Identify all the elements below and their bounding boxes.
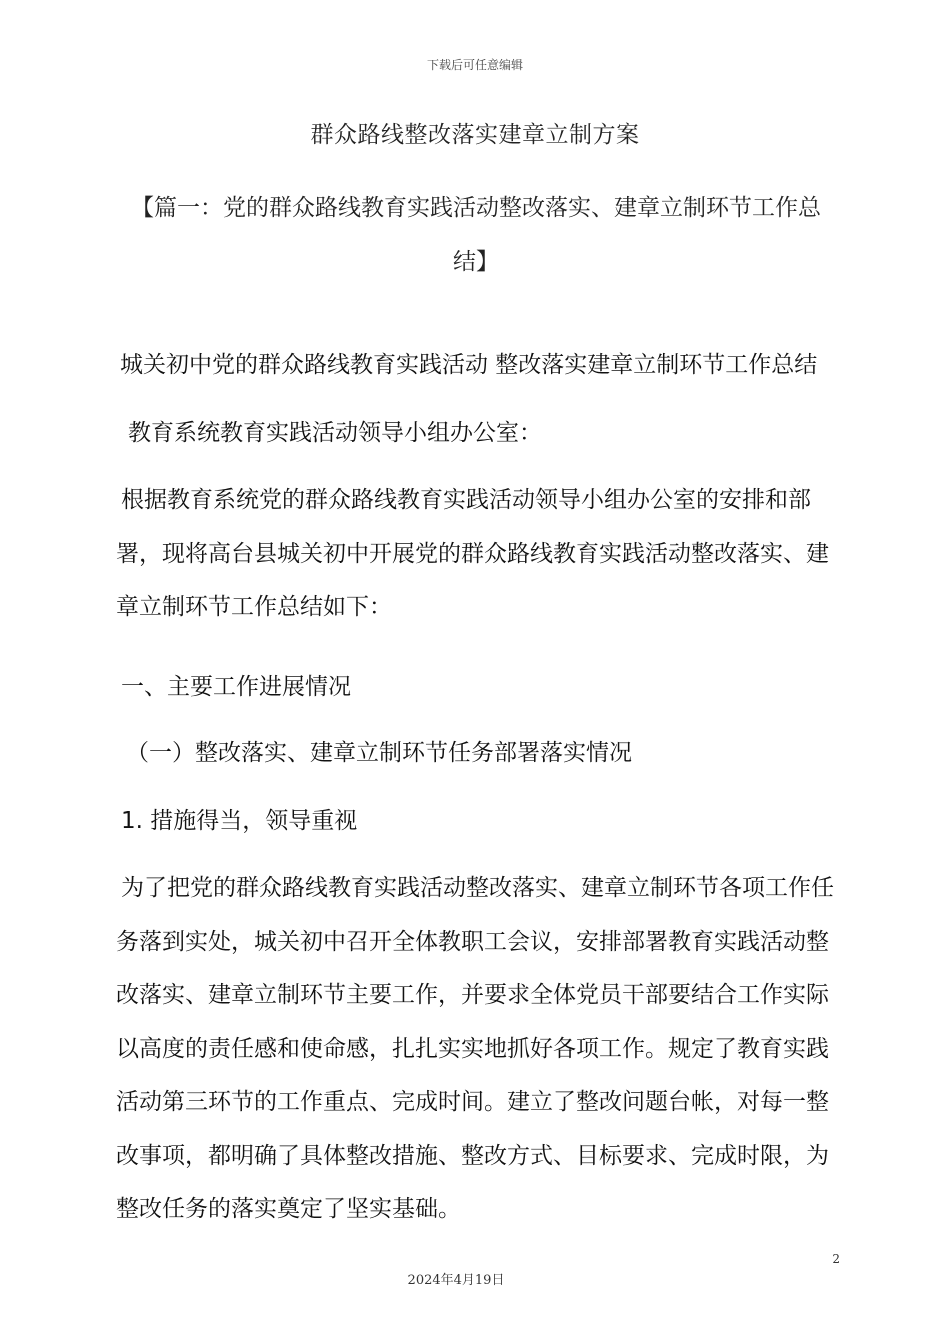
document-title: 群众路线整改落实建章立制方案 — [310, 122, 640, 148]
footer-date: 2024年4月19日 — [407, 1273, 505, 1288]
heading-item-1: 1. 措施得当，领导重视 — [121, 808, 358, 834]
heading-section-1: 一、主要工作进展情况 — [121, 674, 351, 700]
page-number: 2 — [832, 1252, 840, 1266]
heading-subsection-1: （一）整改落实、建章立制环节任务部署落实情况 — [126, 740, 632, 766]
paragraph-body: 为了把党的群众路线教育实践活动整改落实、建章立制环节各项工作任务落到实处，城关初中召开全体教职工会议，安排部署教育实践活动整改落实、建章立制环节主要工作，并要求全体党员干部要结合工作实际以高度的责任感和使命感，扎扎实实地抓好各项工作。规定了教育实践活动第三环节的工作重点、完成时间。建立了整改问题台帐，对每一整改事项，都明确了具体整改措施、整改方式、目标要求、完成时限，为整改任务的落实奠定了坚实基础。 — [116, 875, 834, 1222]
paragraph-intro: 根据教育系统党的群众路线教育实践活动领导小组办公室的安排和部署，现将高台县城关初中开展党的群众路线教育实践活动整改落实、建章立制环节工作总结如下： — [116, 487, 829, 620]
paragraph-report-title: 城关初中党的群众路线教育实践活动 整改落实建章立制环节工作总结 — [120, 352, 818, 378]
paragraph-addressee: 教育系统教育实践活动领导小组办公室： — [128, 420, 542, 446]
header-note: 下载后可任意编辑 — [426, 58, 523, 72]
document-subtitle: 【篇一：党的群众路线教育实践活动整改落实、建章立制环节工作总结】 — [131, 195, 821, 275]
